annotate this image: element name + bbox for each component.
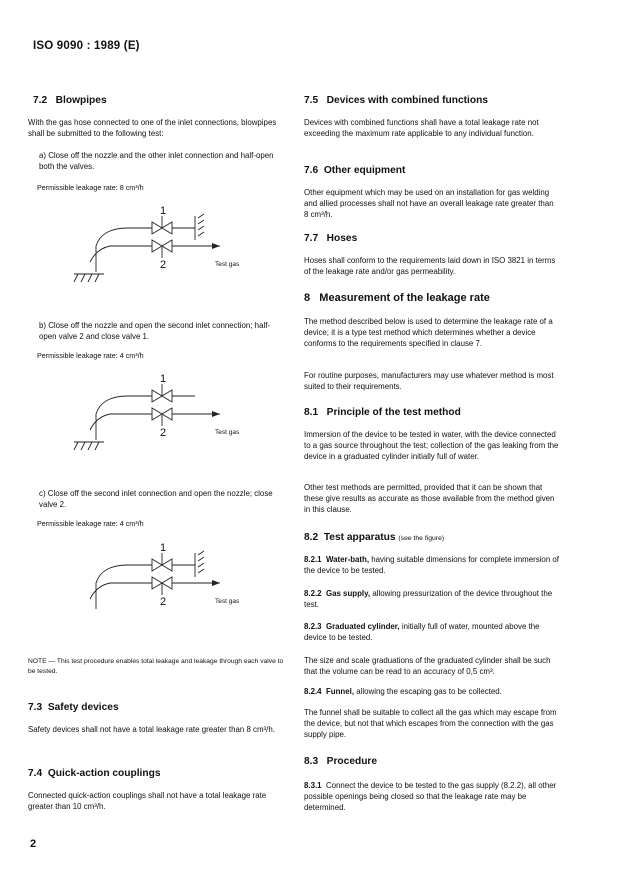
- valve-1-label: 1: [160, 373, 167, 385]
- item-8-2-2: [304, 588, 560, 610]
- section-8-heading: [304, 292, 490, 304]
- section-title: Devices with combined functions: [326, 95, 489, 106]
- item-text: allowing the escaping gas to be collected.: [356, 687, 502, 696]
- valve-2-label: 2: [160, 596, 167, 608]
- section-7-2-heading: [33, 95, 107, 106]
- test-gas-label: Test gas: [215, 261, 240, 268]
- item-8-2-4-detail: The funnel shall be suitable to collect all the gas which may escape from the device, but not that which escapes from the connection with the gas supply pipe.: [304, 708, 557, 739]
- valve-1-label: 1: [160, 205, 167, 217]
- section-7-6-heading: [304, 165, 405, 176]
- valve-2-label: 2: [160, 427, 167, 439]
- valve-diagram-a: [60, 200, 280, 290]
- valve-1-label: 1: [160, 542, 167, 554]
- section-title: Blowpipes: [55, 95, 107, 106]
- section-number: 7.3: [28, 702, 43, 713]
- item-term: Funnel,: [325, 687, 355, 696]
- section-7-5-heading: [304, 95, 488, 106]
- item-8-2-4: [304, 686, 560, 697]
- section-7-7-text: Hoses shall conform to the requirements laid down in ISO 3821 in terms of the leakage rate and/or gas permeability.: [304, 256, 556, 276]
- section-8-1-heading: [304, 407, 461, 418]
- see-figure-reference: (see the figure): [398, 535, 445, 542]
- section-title: Procedure: [326, 756, 378, 767]
- section-8-paragraph-2: For routine purposes, manufacturers may use whatever method is most suited to their requirements.: [304, 371, 554, 391]
- section-title: Measurement of the leakage rate: [319, 292, 490, 304]
- item-number: 8.2.1: [304, 555, 322, 564]
- page-number: 2: [30, 838, 37, 850]
- section-8-1-paragraph-2: Other test methods are permitted, provided that it can be shown that these give results as accurate as those available from the method given in this clause.: [304, 483, 555, 514]
- section-7-2-intro: With the gas hose connected to one of the inlet connections, blowpipes shall be submitted to the following test:: [28, 118, 277, 138]
- section-number: 8.3: [304, 756, 319, 767]
- valve-diagram-c: [60, 537, 280, 627]
- test-b-instruction: b) Close off the nozzle and open the second inlet connection; half-open valve 2 and close valve 1.: [39, 321, 271, 341]
- item-term: Graduated cylinder,: [325, 622, 400, 631]
- section-title: Hoses: [326, 233, 358, 244]
- section-number: 7.5: [304, 95, 319, 106]
- section-8-2-heading: [304, 532, 444, 543]
- section-number: 7.6: [304, 165, 319, 176]
- item-8-2-1: [304, 554, 560, 576]
- test-c-instruction: c) Close off the second inlet connection and open the nozzle; close valve 2.: [39, 489, 273, 509]
- item-8-2-3: [304, 621, 560, 643]
- item-text: initially full of water, mounted above the device to be tested.: [304, 622, 540, 642]
- item-8-2-3-detail: The size and scale graduations of the graduated cylinder shall be such that the volume can be read to an accuracy of 0,5 cm³.: [304, 656, 551, 676]
- section-number: 7.4: [28, 768, 43, 779]
- section-number: 8.2: [304, 532, 319, 543]
- test-b-rate: Permissible leakage rate: 4 cm³/h: [37, 351, 144, 360]
- section-7-5-text: Devices with combined functions shall have a total leakage rate not exceeding the maximum rate applicable to any individual function.: [304, 118, 539, 138]
- test-a-rate: Permissible leakage rate: 8 cm³/h: [37, 183, 144, 192]
- item-number: 8.2.2: [304, 589, 322, 598]
- section-8-3-heading: [304, 756, 377, 767]
- item-text: Connect the device to be tested to the gas supply (8.2.2), all other possible openings being closed so that the leakage rate may be determined.: [304, 781, 557, 812]
- section-title: Quick-action couplings: [47, 768, 161, 779]
- section-7-4-text: Connected quick-action couplings shall not have a total leakage rate greater than 10 cm³/h.: [28, 791, 267, 811]
- section-7-4-heading: [28, 768, 160, 779]
- test-gas-label: Test gas: [215, 598, 240, 605]
- section-title: Other equipment: [323, 165, 406, 176]
- item-8-3-1: [304, 780, 560, 813]
- test-c-rate: Permissible leakage rate: 4 cm³/h: [37, 519, 144, 528]
- valve-2-label: 2: [160, 259, 167, 271]
- valve-diagram-b: [60, 368, 280, 458]
- section-7-3-text: Safety devices shall not have a total leakage rate greater than 8 cm³/h.: [28, 725, 275, 734]
- item-term: Gas supply,: [325, 589, 371, 598]
- test-gas-label: Test gas: [215, 429, 240, 436]
- section-7-3-heading: [28, 702, 119, 713]
- note-text: NOTE — This test procedure enables total leakage and leakage through each valve to be tested.: [28, 658, 284, 675]
- item-number: 8.3.1: [304, 781, 322, 790]
- item-number: 8.2.3: [304, 622, 322, 631]
- document-header: ISO 9090 : 1989 (E): [33, 40, 140, 52]
- section-title: Test apparatus: [323, 532, 396, 543]
- section-8-1-paragraph-1: Immersion of the device to be tested in water, with the device connected to a gas source throughout the test; collection of the gas leaking from the device in a graduated cylinder initially full of water.: [304, 430, 559, 461]
- section-number: 7.2: [33, 95, 48, 106]
- section-title: Safety devices: [47, 702, 119, 713]
- section-number: 7.7: [304, 233, 319, 244]
- item-number: 8.2.4: [304, 687, 322, 696]
- test-a-instruction: a) Close off the nozzle and the other inlet connection and half-open both the valves.: [39, 151, 274, 171]
- item-text: allowing pressurization of the device throughout the test.: [304, 589, 553, 609]
- section-number: 8.1: [304, 407, 319, 418]
- section-7-6-text: Other equipment which may be used on an installation for gas welding and allied processes shall not have an overall leakage rate greater than 8 cm³/h.: [304, 188, 554, 219]
- section-8-paragraph-1: The method described below is used to determine the leakage rate of a device; it is a type test method which determines whether a device conforms to the requirements specified in clause 7.: [304, 317, 553, 348]
- item-term: Water-bath,: [325, 555, 370, 564]
- item-text: having suitable dimensions for complete immersion of the device to be tested.: [304, 555, 559, 575]
- section-number: 8: [304, 292, 311, 304]
- section-7-7-heading: [304, 233, 357, 244]
- section-title: Principle of the test method: [326, 407, 461, 418]
